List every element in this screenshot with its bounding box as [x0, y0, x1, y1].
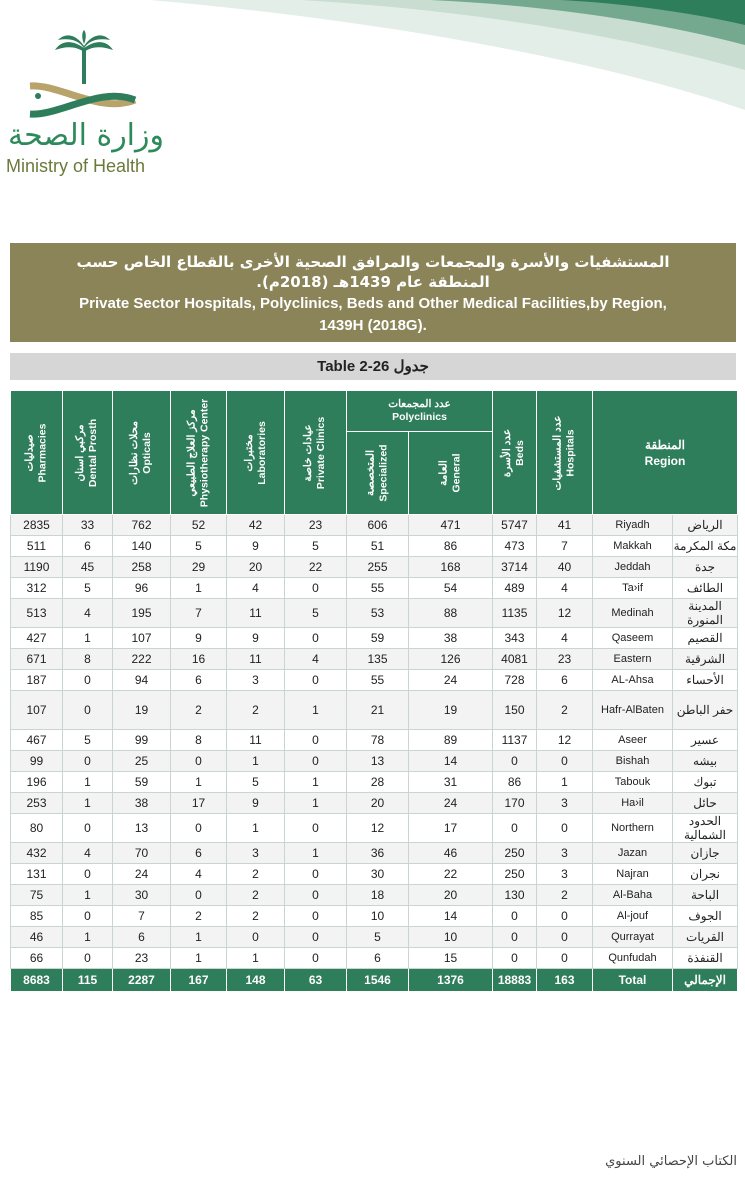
- cell-ar: مكة المكرمة: [673, 536, 738, 557]
- cell-labs: 3: [227, 843, 285, 864]
- title-english-line2: 1439H (2018G).: [319, 317, 427, 334]
- cell-ar: بيشه: [673, 751, 738, 772]
- cell-dental: 1: [63, 793, 113, 814]
- cell-gen: 471: [409, 515, 493, 536]
- cell-clinics: 0: [285, 670, 347, 691]
- cell-ar: القريات: [673, 927, 738, 948]
- cell-en: Ha›il: [593, 793, 673, 814]
- cell-hosp: 4: [537, 628, 593, 649]
- cell-physio: 1: [171, 927, 227, 948]
- cell-gen: 88: [409, 599, 493, 628]
- cell-physio: 0: [171, 814, 227, 843]
- cell-dental: 0: [63, 906, 113, 927]
- cell-beds: 170: [493, 793, 537, 814]
- cell-clinics: 0: [285, 730, 347, 751]
- cell-spec: 78: [347, 730, 409, 751]
- cell-hosp: 0: [537, 751, 593, 772]
- cell-en: Bishah: [593, 751, 673, 772]
- cell-hosp: 3: [537, 793, 593, 814]
- cell-opt: 94: [113, 670, 171, 691]
- cell-opt: 258: [113, 557, 171, 578]
- cell-labs: 5: [227, 772, 285, 793]
- cell-pharm: 66: [11, 948, 63, 969]
- col-dental-prosth: مركبي اسنان Dental Prosth: [63, 391, 113, 515]
- table-row: [11, 599, 738, 628]
- cell-dental: 0: [63, 751, 113, 772]
- cell-hosp: 12: [537, 599, 593, 628]
- cell-physio: 17: [171, 793, 227, 814]
- table-row: [11, 578, 738, 599]
- cell-pharm: 511: [11, 536, 63, 557]
- cell-ar: حفر الباطن: [673, 691, 738, 730]
- cell-ar: الجوف: [673, 906, 738, 927]
- cell-en: Eastern: [593, 649, 673, 670]
- cell-pharm: 99: [11, 751, 63, 772]
- cell-labs: 9: [227, 628, 285, 649]
- cell-gen: 86: [409, 536, 493, 557]
- cell-labs: 11: [227, 599, 285, 628]
- cell-clinics: 1: [285, 793, 347, 814]
- cell-ar: القنفذة: [673, 948, 738, 969]
- cell-opt: 19: [113, 691, 171, 730]
- cell-ar: عسير: [673, 730, 738, 751]
- cell-pharm: 46: [11, 927, 63, 948]
- cell-en: Northern: [593, 814, 673, 843]
- table-row: [11, 793, 738, 814]
- cell-clinics: 1: [285, 843, 347, 864]
- cell-pharm: 2835: [11, 515, 63, 536]
- cell-dental: 0: [63, 691, 113, 730]
- cell-pharm: 80: [11, 814, 63, 843]
- cell-beds: 4081: [493, 649, 537, 670]
- cell-spec: 5: [347, 927, 409, 948]
- cell-ar: جازان: [673, 843, 738, 864]
- col-pharmacies: صيدليات Pharmacies: [11, 391, 63, 515]
- cell-physio: 29: [171, 557, 227, 578]
- total-labs: 148: [227, 969, 285, 992]
- cell-physio: 7: [171, 599, 227, 628]
- cell-beds: 3714: [493, 557, 537, 578]
- logo-arabic-text: وزارة الصحة: [8, 118, 164, 153]
- cell-dental: 0: [63, 864, 113, 885]
- cell-opt: 7: [113, 906, 171, 927]
- col-group-polyclinics: عدد المجمعات Polyclinics: [347, 391, 493, 432]
- cell-clinics: 0: [285, 948, 347, 969]
- cell-ar: الطائف: [673, 578, 738, 599]
- cell-opt: 59: [113, 772, 171, 793]
- cell-ar: حائل: [673, 793, 738, 814]
- facilities-table: [10, 390, 738, 992]
- cell-spec: 18: [347, 885, 409, 906]
- cell-dental: 0: [63, 670, 113, 691]
- cell-spec: 10: [347, 906, 409, 927]
- cell-pharm: 131: [11, 864, 63, 885]
- cell-ar: نجران: [673, 864, 738, 885]
- cell-en: Makkah: [593, 536, 673, 557]
- cell-beds: 0: [493, 906, 537, 927]
- cell-labs: 9: [227, 793, 285, 814]
- table-row: [11, 772, 738, 793]
- cell-dental: 4: [63, 843, 113, 864]
- cell-hosp: 0: [537, 814, 593, 843]
- cell-hosp: 41: [537, 515, 593, 536]
- cell-opt: 107: [113, 628, 171, 649]
- cell-spec: 53: [347, 599, 409, 628]
- cell-spec: 28: [347, 772, 409, 793]
- cell-gen: 54: [409, 578, 493, 599]
- cell-beds: 130: [493, 885, 537, 906]
- cell-gen: 24: [409, 793, 493, 814]
- title-arabic-line2: المنطقة عام 1439هـ (2018م).: [256, 273, 490, 291]
- cell-labs: 2: [227, 691, 285, 730]
- cell-labs: 1: [227, 948, 285, 969]
- table-row: [11, 649, 738, 670]
- cell-hosp: 7: [537, 536, 593, 557]
- col-laboratories: مختبرات Laboratories: [227, 391, 285, 515]
- cell-clinics: 0: [285, 927, 347, 948]
- cell-spec: 55: [347, 578, 409, 599]
- cell-spec: 255: [347, 557, 409, 578]
- cell-gen: 46: [409, 843, 493, 864]
- cell-spec: 51: [347, 536, 409, 557]
- col-private-clinics: عيادات خاصة Private Clinics: [285, 391, 347, 515]
- cell-pharm: 671: [11, 649, 63, 670]
- cell-dental: 45: [63, 557, 113, 578]
- cell-dental: 5: [63, 730, 113, 751]
- cell-hosp: 40: [537, 557, 593, 578]
- cell-spec: 36: [347, 843, 409, 864]
- cell-ar: تبوك: [673, 772, 738, 793]
- cell-beds: 728: [493, 670, 537, 691]
- cell-spec: 20: [347, 793, 409, 814]
- cell-opt: 222: [113, 649, 171, 670]
- cell-labs: 2: [227, 885, 285, 906]
- cell-en: Qunfudah: [593, 948, 673, 969]
- cell-beds: 0: [493, 948, 537, 969]
- col-opticals: محلات نظارات Opticals: [113, 391, 171, 515]
- cell-pharm: 1190: [11, 557, 63, 578]
- cell-labs: 11: [227, 730, 285, 751]
- table-row: [11, 927, 738, 948]
- total-physio: 167: [171, 969, 227, 992]
- cell-physio: 8: [171, 730, 227, 751]
- cell-physio: 0: [171, 751, 227, 772]
- cell-pharm: 427: [11, 628, 63, 649]
- cell-en: Aseer: [593, 730, 673, 751]
- cell-clinics: 22: [285, 557, 347, 578]
- cell-opt: 96: [113, 578, 171, 599]
- cell-clinics: 0: [285, 751, 347, 772]
- table-row: [11, 948, 738, 969]
- cell-hosp: 0: [537, 906, 593, 927]
- footer-annual-statistical-book: الكتاب الإحصائي السنوي: [605, 1154, 737, 1169]
- cell-en: Qurrayat: [593, 927, 673, 948]
- cell-physio: 4: [171, 864, 227, 885]
- table-row: [11, 814, 738, 843]
- cell-spec: 135: [347, 649, 409, 670]
- cell-pharm: 312: [11, 578, 63, 599]
- table-row: [11, 751, 738, 772]
- cell-en: Ta›if: [593, 578, 673, 599]
- cell-opt: 13: [113, 814, 171, 843]
- cell-hosp: 1: [537, 772, 593, 793]
- cell-gen: 10: [409, 927, 493, 948]
- cell-beds: 0: [493, 927, 537, 948]
- cell-pharm: 513: [11, 599, 63, 628]
- col-general: العامة General: [409, 432, 493, 515]
- cell-hosp: 2: [537, 885, 593, 906]
- cell-beds: 250: [493, 864, 537, 885]
- cell-en: Najran: [593, 864, 673, 885]
- cell-clinics: 4: [285, 649, 347, 670]
- cell-gen: 89: [409, 730, 493, 751]
- table-row: [11, 515, 738, 536]
- cell-beds: 1137: [493, 730, 537, 751]
- cell-gen: 24: [409, 670, 493, 691]
- cell-opt: 99: [113, 730, 171, 751]
- cell-dental: 1: [63, 772, 113, 793]
- cell-beds: 1135: [493, 599, 537, 628]
- cell-physio: 1: [171, 948, 227, 969]
- cell-ar: القصيم: [673, 628, 738, 649]
- cell-ar: الحدود الشمالية: [673, 814, 738, 843]
- cell-en: Al-Baha: [593, 885, 673, 906]
- cell-physio: 9: [171, 628, 227, 649]
- cell-opt: 24: [113, 864, 171, 885]
- cell-opt: 25: [113, 751, 171, 772]
- cell-physio: 2: [171, 906, 227, 927]
- cell-pharm: 467: [11, 730, 63, 751]
- cell-hosp: 6: [537, 670, 593, 691]
- cell-en: Hafr-AlBaten: [593, 691, 673, 730]
- cell-en: Qaseem: [593, 628, 673, 649]
- cell-physio: 6: [171, 843, 227, 864]
- cell-dental: 1: [63, 927, 113, 948]
- cell-en: AL-Ahsa: [593, 670, 673, 691]
- cell-physio: 52: [171, 515, 227, 536]
- table-row: [11, 843, 738, 864]
- cell-clinics: 23: [285, 515, 347, 536]
- cell-ar: الأحساء: [673, 670, 738, 691]
- cell-dental: 1: [63, 885, 113, 906]
- cell-labs: 2: [227, 906, 285, 927]
- cell-physio: 0: [171, 885, 227, 906]
- cell-pharm: 85: [11, 906, 63, 927]
- cell-opt: 762: [113, 515, 171, 536]
- logo-english-text: Ministry of Health: [6, 156, 146, 176]
- cell-beds: 250: [493, 843, 537, 864]
- cell-beds: 473: [493, 536, 537, 557]
- cell-pharm: 253: [11, 793, 63, 814]
- table-row: [11, 906, 738, 927]
- cell-gen: 14: [409, 906, 493, 927]
- cell-ar: الشرقية: [673, 649, 738, 670]
- cell-clinics: 0: [285, 885, 347, 906]
- cell-dental: 33: [63, 515, 113, 536]
- cell-opt: 140: [113, 536, 171, 557]
- cell-spec: 55: [347, 670, 409, 691]
- cell-pharm: 432: [11, 843, 63, 864]
- table-number-label: Table 2-26 جدول: [10, 353, 736, 380]
- cell-en: Medinah: [593, 599, 673, 628]
- cell-beds: 86: [493, 772, 537, 793]
- cell-labs: 11: [227, 649, 285, 670]
- cell-dental: 0: [63, 948, 113, 969]
- cell-pharm: 107: [11, 691, 63, 730]
- col-hospitals: عدد المستشفيات Hospitals: [537, 391, 593, 515]
- table-row: [11, 730, 738, 751]
- cell-spec: 12: [347, 814, 409, 843]
- cell-ar: جدة: [673, 557, 738, 578]
- cell-spec: 30: [347, 864, 409, 885]
- table-row: [11, 557, 738, 578]
- cell-ar: الرياض: [673, 515, 738, 536]
- total-hosp: 163: [537, 969, 593, 992]
- table-row: [11, 864, 738, 885]
- total-beds: 18883: [493, 969, 537, 992]
- total-dental: 115: [63, 969, 113, 992]
- total-gen: 1376: [409, 969, 493, 992]
- total-ar: الإجمالي: [673, 969, 738, 992]
- cell-beds: 5747: [493, 515, 537, 536]
- cell-gen: 31: [409, 772, 493, 793]
- cell-gen: 20: [409, 885, 493, 906]
- cell-dental: 0: [63, 814, 113, 843]
- cell-labs: 2: [227, 864, 285, 885]
- cell-hosp: 3: [537, 843, 593, 864]
- table-total-row: [11, 969, 738, 992]
- cell-labs: 3: [227, 670, 285, 691]
- cell-physio: 1: [171, 772, 227, 793]
- cell-hosp: 3: [537, 864, 593, 885]
- col-physiotherapy: مركز العلاج الطبيعي Physiotherapy Center: [171, 391, 227, 515]
- cell-clinics: 0: [285, 628, 347, 649]
- col-specialized: المتخصصة Specialized: [347, 432, 409, 515]
- cell-opt: 30: [113, 885, 171, 906]
- cell-physio: 6: [171, 670, 227, 691]
- cell-opt: 23: [113, 948, 171, 969]
- total-spec: 1546: [347, 969, 409, 992]
- cell-pharm: 187: [11, 670, 63, 691]
- cell-hosp: 4: [537, 578, 593, 599]
- cell-gen: 38: [409, 628, 493, 649]
- table-row: [11, 885, 738, 906]
- cell-spec: 21: [347, 691, 409, 730]
- cell-physio: 1: [171, 578, 227, 599]
- title-english-line1: Private Sector Hospitals, Polyclinics, Beds and Other Medical Facilities,by Region,: [79, 295, 667, 312]
- cell-hosp: 12: [537, 730, 593, 751]
- cell-physio: 2: [171, 691, 227, 730]
- cell-gen: 168: [409, 557, 493, 578]
- cell-dental: 1: [63, 628, 113, 649]
- cell-physio: 5: [171, 536, 227, 557]
- table-row: [11, 628, 738, 649]
- cell-spec: 606: [347, 515, 409, 536]
- cell-pharm: 75: [11, 885, 63, 906]
- cell-clinics: 0: [285, 814, 347, 843]
- cell-opt: 195: [113, 599, 171, 628]
- cell-gen: 15: [409, 948, 493, 969]
- cell-labs: 20: [227, 557, 285, 578]
- cell-labs: 4: [227, 578, 285, 599]
- cell-ar: المدينة المنورة: [673, 599, 738, 628]
- col-region: المنطقة Region: [593, 391, 738, 515]
- cell-clinics: 1: [285, 772, 347, 793]
- col-beds: عدد الأسرة Beds: [493, 391, 537, 515]
- cell-gen: 14: [409, 751, 493, 772]
- cell-dental: 4: [63, 599, 113, 628]
- cell-gen: 22: [409, 864, 493, 885]
- cell-labs: 1: [227, 814, 285, 843]
- cell-dental: 6: [63, 536, 113, 557]
- cell-en: Al-jouf: [593, 906, 673, 927]
- cell-gen: 19: [409, 691, 493, 730]
- cell-en: Tabouk: [593, 772, 673, 793]
- cell-opt: 6: [113, 927, 171, 948]
- cell-labs: 1: [227, 751, 285, 772]
- cell-spec: 6: [347, 948, 409, 969]
- cell-hosp: 0: [537, 927, 593, 948]
- cell-gen: 17: [409, 814, 493, 843]
- cell-clinics: 0: [285, 864, 347, 885]
- total-en: Total: [593, 969, 673, 992]
- cell-beds: 0: [493, 751, 537, 772]
- cell-clinics: 1: [285, 691, 347, 730]
- cell-beds: 489: [493, 578, 537, 599]
- cell-en: Jazan: [593, 843, 673, 864]
- cell-pharm: 196: [11, 772, 63, 793]
- cell-clinics: 0: [285, 578, 347, 599]
- cell-hosp: 23: [537, 649, 593, 670]
- cell-hosp: 2: [537, 691, 593, 730]
- cell-en: Jeddah: [593, 557, 673, 578]
- table-row: [11, 670, 738, 691]
- cell-beds: 0: [493, 814, 537, 843]
- table-title-box: [10, 243, 736, 342]
- cell-dental: 8: [63, 649, 113, 670]
- cell-opt: 38: [113, 793, 171, 814]
- table-row: [11, 691, 738, 730]
- cell-en: Riyadh: [593, 515, 673, 536]
- cell-labs: 9: [227, 536, 285, 557]
- cell-labs: 42: [227, 515, 285, 536]
- cell-physio: 16: [171, 649, 227, 670]
- cell-labs: 0: [227, 927, 285, 948]
- cell-clinics: 5: [285, 536, 347, 557]
- cell-clinics: 0: [285, 906, 347, 927]
- cell-spec: 59: [347, 628, 409, 649]
- total-clinics: 63: [285, 969, 347, 992]
- total-opt: 2287: [113, 969, 171, 992]
- cell-beds: 343: [493, 628, 537, 649]
- total-pharm: 8683: [11, 969, 63, 992]
- cell-dental: 5: [63, 578, 113, 599]
- cell-spec: 13: [347, 751, 409, 772]
- cell-clinics: 5: [285, 599, 347, 628]
- title-arabic-line1: المستشفيات والأسرة والمجمعات والمرافق الصحية الأخرى بالقطاع الخاص حسب: [76, 253, 670, 271]
- cell-hosp: 0: [537, 948, 593, 969]
- cell-gen: 126: [409, 649, 493, 670]
- cell-ar: الباحة: [673, 885, 738, 906]
- table-row: [11, 536, 738, 557]
- cell-beds: 150: [493, 691, 537, 730]
- cell-opt: 70: [113, 843, 171, 864]
